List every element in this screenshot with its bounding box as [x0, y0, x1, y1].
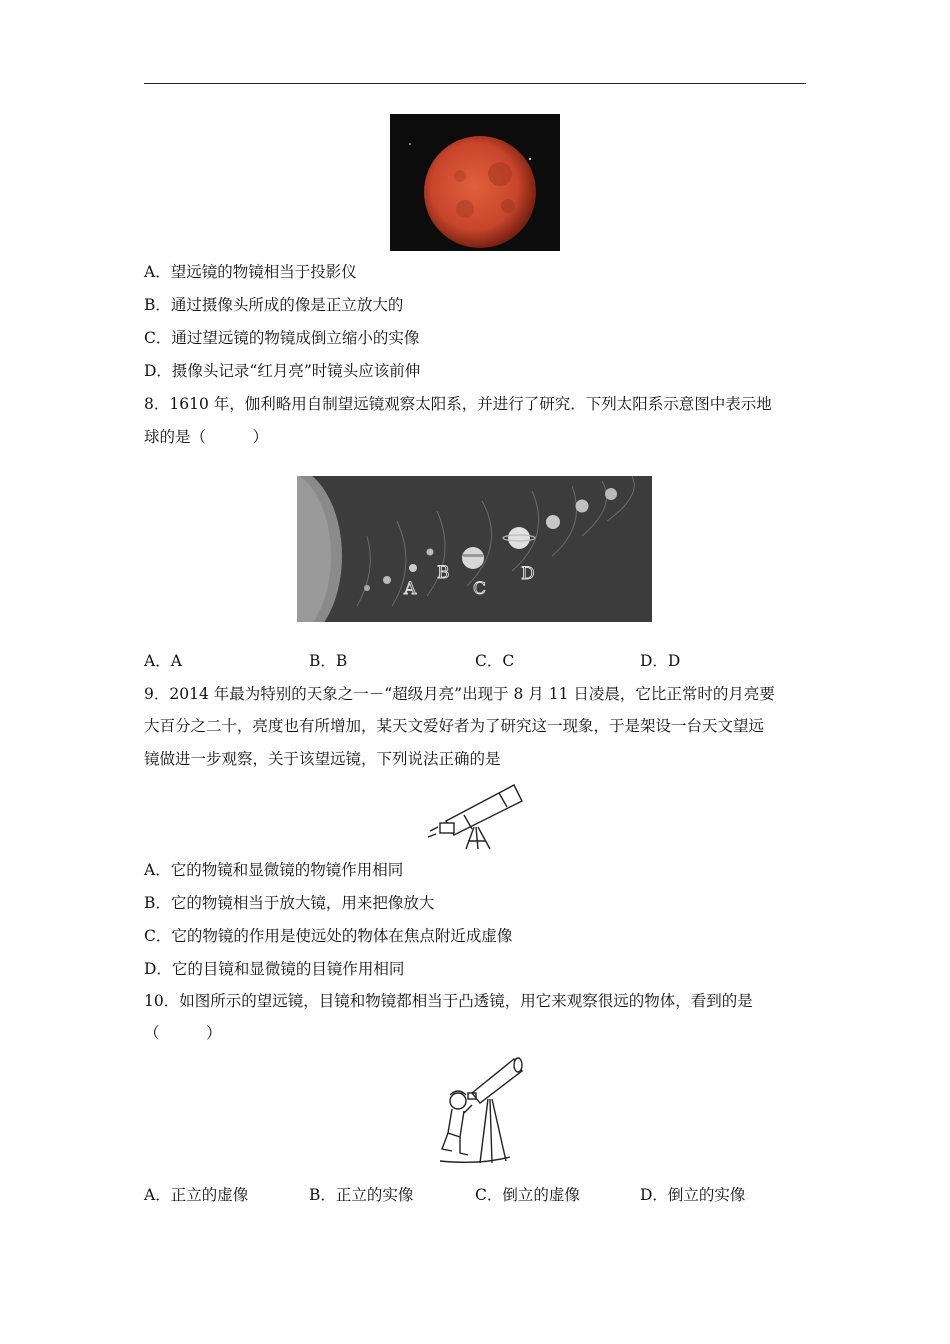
- q10-option-c: C．倒立的虚像: [475, 1186, 580, 1204]
- q9-option-a: A．它的物镜和显微镜的物镜作用相同: [144, 861, 404, 879]
- q8-option-c: C．C: [475, 652, 515, 670]
- q8-stem-line1: 8．1610 年，伽利略用自制望远镜观察太阳系，并进行了研究．下列太阳系示意图中表示地: [144, 395, 772, 413]
- q7-option-d: D．摄像头记录“红月亮”时镜头应该前伸: [144, 362, 421, 380]
- q7-option-b: B．通过摄像头所成的像是正立放大的: [144, 296, 404, 314]
- q9-stem-line2: 大百分之二十，亮度也有所增加，某天文爱好者为了研究这一现象，于是架设一台天文望远: [144, 717, 765, 735]
- solar-label-d: D: [521, 564, 535, 584]
- solar-label-b: B: [437, 563, 450, 583]
- q8-option-a: A．A: [144, 652, 182, 670]
- q10-option-d: D．倒立的实像: [640, 1186, 746, 1204]
- q10-stem-line2: （ ）: [144, 1024, 222, 1042]
- q7-option-c: C．通过望远镜的物镜成倒立缩小的实像: [144, 329, 420, 347]
- q7-option-a: A．望远镜的物镜相当于投影仪: [144, 263, 357, 281]
- solar-label-c: C: [473, 579, 487, 599]
- q9-option-b: B．它的物镜相当于放大镜，用来把像放大: [144, 894, 435, 912]
- q8-option-b: B．B: [309, 652, 348, 670]
- q8-stem-line2: 球的是（ ）: [144, 428, 269, 446]
- q10-option-a: A．正立的虚像: [144, 1186, 249, 1204]
- q9-option-c: C．它的物镜的作用是使远处的物体在焦点附近成虚像: [144, 927, 513, 945]
- q10-option-b: B．正立的实像: [309, 1186, 414, 1204]
- q8-option-d: D．D: [640, 652, 681, 670]
- red-moon-image: [390, 114, 560, 251]
- q9-option-d: D．它的目镜和显微镜的目镜作用相同: [144, 960, 405, 978]
- q9-stem-line3: 镜做进一步观察，关于该望远镜，下列说法正确的是: [144, 750, 501, 768]
- person-telescope-figure: [430, 1053, 526, 1169]
- header-rule: [144, 83, 806, 84]
- solar-label-a: A: [404, 579, 417, 599]
- telescope-figure: [424, 779, 528, 851]
- q10-stem-line1: 10．如图所示的望远镜，目镜和物镜都相当于凸透镜，用它来观察很远的物体，看到的是: [144, 992, 753, 1010]
- q9-stem-line1: 9．2014 年最为特别的天象之一－“超级月亮”出现于 8 月 11 日凌晨，它比正常时的月亮要: [144, 685, 775, 703]
- solar-system-diagram: [297, 476, 652, 622]
